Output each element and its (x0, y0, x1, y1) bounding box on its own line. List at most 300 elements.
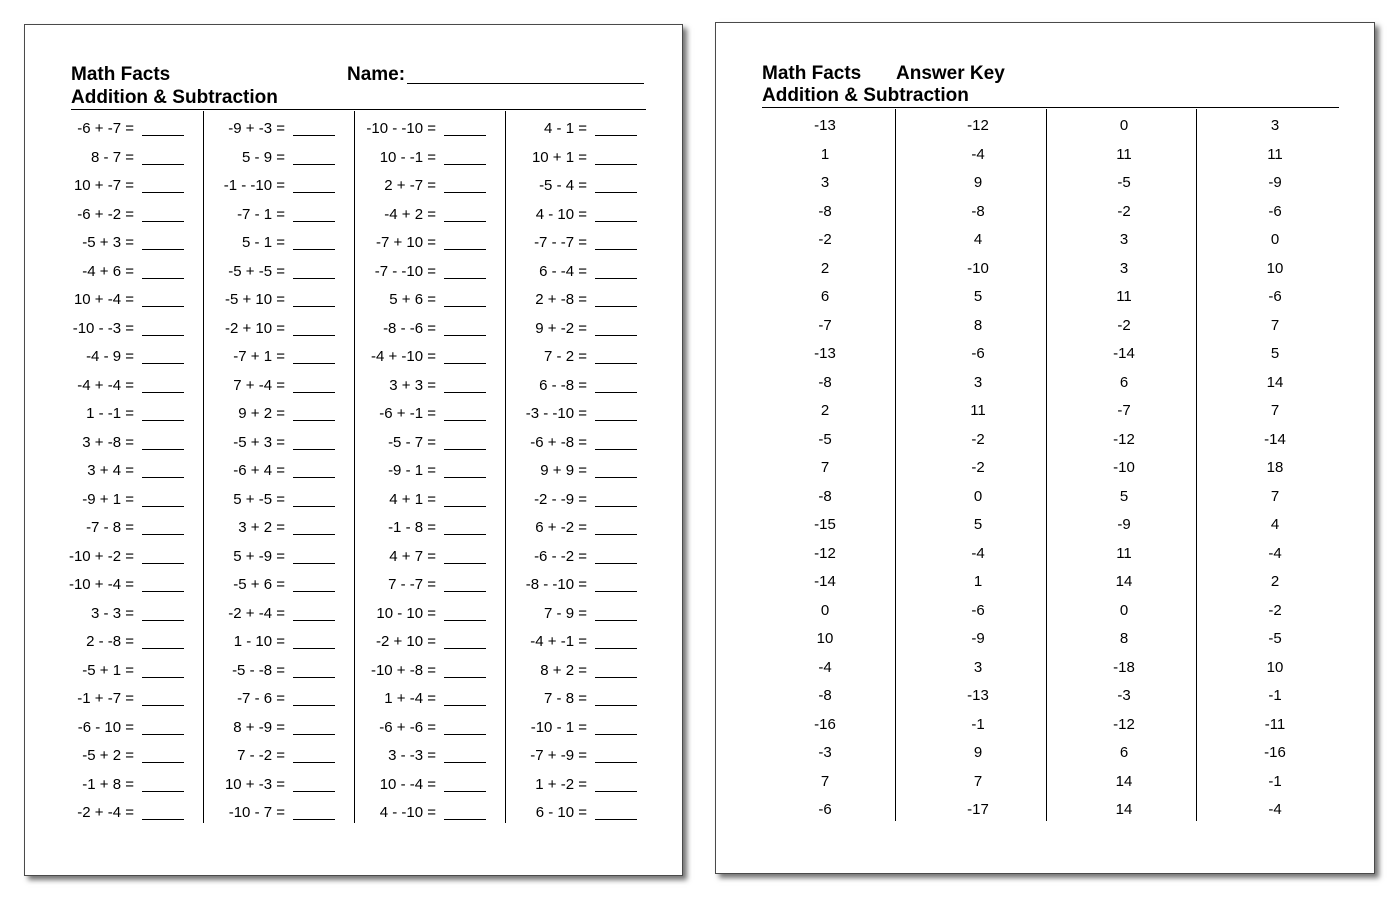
answer-blank[interactable] (293, 306, 335, 307)
answer-value: 3 (1270, 117, 1280, 134)
problem-item (489, 120, 639, 140)
problem-item (338, 177, 488, 197)
answer-blank[interactable] (444, 335, 486, 336)
problem-item (36, 405, 186, 425)
answer-value: 3 (973, 373, 983, 391)
problem-item (489, 662, 639, 682)
answer-blank[interactable] (293, 819, 335, 820)
answer-value: -4 (971, 145, 985, 163)
answer-blank[interactable] (595, 306, 637, 307)
problem-item (338, 348, 488, 368)
answer-blank[interactable] (293, 192, 335, 193)
problem-item (187, 177, 337, 197)
answer-value: 3 (820, 174, 830, 191)
answer-blank[interactable] (142, 392, 184, 393)
answer-blank[interactable] (444, 591, 486, 592)
answer-blank[interactable] (293, 392, 335, 393)
problem-item (187, 434, 337, 454)
answer-value: -3 (1117, 687, 1131, 704)
problem-item (489, 149, 639, 169)
name-line (407, 83, 644, 84)
problem-expression: 7 + -4 = (233, 376, 285, 394)
answer-blank[interactable] (444, 164, 486, 165)
answer-blank[interactable] (444, 734, 486, 735)
answer-blank[interactable] (444, 819, 486, 820)
problem-expression: 1 - -1 = (86, 405, 134, 422)
answer-value: 10 (816, 630, 834, 647)
problem-expression: -1 + 8 = (82, 775, 134, 793)
problem-item (36, 177, 186, 197)
answer-blank[interactable] (142, 363, 184, 364)
problem-expression: 7 - -7 = (388, 576, 436, 593)
answer-blank[interactable] (293, 249, 335, 250)
answer-value: 11 (1267, 145, 1283, 163)
problem-item (489, 348, 639, 368)
answer-value: 2 (820, 402, 830, 419)
answer-blank[interactable] (444, 306, 486, 307)
problem-expression: -5 + 3 = (233, 433, 285, 451)
problem-item (36, 263, 186, 283)
problem-item (338, 234, 488, 254)
answer-blank[interactable] (595, 563, 637, 564)
problem-expression: 9 + -2 = (535, 319, 587, 337)
problem-expression: -7 + 10 = (375, 234, 436, 251)
answer-blank[interactable] (595, 734, 637, 735)
answer-blank[interactable] (444, 477, 486, 478)
answer-blank[interactable] (142, 677, 184, 678)
answer-value: -5 (1117, 174, 1131, 191)
answer-blank[interactable] (595, 363, 637, 364)
problem-expression: -7 + 1 = (233, 348, 285, 365)
problem-item (338, 548, 488, 568)
answer-value: 7 (820, 772, 830, 790)
answer-blank[interactable] (595, 420, 637, 421)
problem-item (187, 576, 337, 596)
answer-blank[interactable] (293, 762, 335, 763)
column-divider (895, 109, 896, 821)
problem-item (489, 263, 639, 283)
answer-blank[interactable] (293, 278, 335, 279)
problem-item (36, 804, 186, 824)
problem-expression: -8 - -6 = (383, 319, 436, 337)
answer-value: 14 (1115, 772, 1133, 790)
problem-expression: 6 - -8 = (539, 376, 587, 394)
problem-item (187, 633, 337, 653)
answer-blank[interactable] (142, 164, 184, 165)
answer-blank[interactable] (444, 534, 486, 535)
problem-item (36, 690, 186, 710)
problem-item (489, 491, 639, 511)
answer-key-subtitle: Addition & Subtraction (762, 85, 969, 106)
problem-item (187, 491, 337, 511)
problem-item (489, 633, 639, 653)
problem-expression: -7 - -10 = (374, 262, 436, 280)
problem-item (187, 263, 337, 283)
answer-blank[interactable] (595, 392, 637, 393)
answer-value: -14 (814, 573, 836, 590)
answer-blank[interactable] (142, 791, 184, 792)
problem-expression: -6 + -7 = (77, 120, 134, 137)
answer-blank[interactable] (142, 192, 184, 193)
problem-expression: -8 - -10 = (525, 576, 587, 593)
problem-item (338, 605, 488, 625)
problem-item (36, 605, 186, 625)
answer-value: 3 (1119, 259, 1129, 277)
problem-item (187, 776, 337, 796)
problem-expression: -1 - 8 = (388, 519, 436, 536)
problem-item (187, 348, 337, 368)
answer-blank[interactable] (595, 506, 637, 507)
answer-value: -6 (971, 601, 985, 619)
answer-blank[interactable] (595, 249, 637, 250)
answer-blank[interactable] (142, 705, 184, 706)
answer-value: 7 (1270, 402, 1280, 419)
answer-value: -13 (814, 345, 836, 362)
problem-expression: 5 + -9 = (233, 547, 285, 565)
answer-blank[interactable] (142, 449, 184, 450)
problem-expression: 4 - 10 = (535, 205, 587, 223)
problem-expression: 10 + -7 = (73, 177, 134, 194)
answer-value: 10 (1266, 259, 1284, 277)
answer-value: 18 (1266, 459, 1284, 476)
problem-expression: 8 + 2 = (540, 661, 587, 679)
answer-value: -10 (967, 259, 989, 277)
problem-item (36, 776, 186, 796)
problem-item (489, 747, 639, 767)
answer-blank[interactable] (142, 591, 184, 592)
answer-blank[interactable] (595, 791, 637, 792)
answer-value: -17 (967, 801, 989, 818)
problem-expression: -9 + -3 = (228, 120, 285, 137)
problem-item (36, 462, 186, 482)
answer-blank[interactable] (293, 506, 335, 507)
problem-expression: -5 - -8 = (232, 661, 285, 679)
answer-blank[interactable] (293, 363, 335, 364)
answer-value: 11 (970, 402, 986, 419)
answer-blank[interactable] (444, 705, 486, 706)
problem-expression: 3 + -8 = (82, 433, 134, 451)
problem-expression: -7 + -9 = (530, 747, 587, 764)
answer-blank[interactable] (595, 620, 637, 621)
answer-blank[interactable] (142, 534, 184, 535)
problem-expression: -5 - 4 = (539, 177, 587, 194)
answer-blank[interactable] (595, 278, 637, 279)
answer-blank[interactable] (595, 677, 637, 678)
answer-value: -9 (1268, 174, 1282, 191)
problem-item (489, 804, 639, 824)
answer-value: -14 (1113, 345, 1135, 362)
problem-expression: 7 - 2 = (544, 348, 587, 365)
answer-value: 4 (973, 231, 983, 248)
problem-expression: -10 - 1 = (530, 718, 587, 736)
answer-value: 5 (973, 516, 983, 533)
answer-value: 3 (1119, 231, 1129, 248)
answer-blank[interactable] (142, 648, 184, 649)
answer-value: -5 (818, 430, 832, 448)
problem-expression: -5 + -5 = (228, 262, 285, 280)
answer-blank[interactable] (595, 477, 637, 478)
answer-value: -7 (818, 316, 832, 334)
problem-item (338, 719, 488, 739)
problem-expression: 4 - 1 = (544, 120, 587, 137)
answer-value: -12 (1113, 715, 1135, 733)
answer-blank[interactable] (142, 278, 184, 279)
answer-value: -13 (814, 117, 836, 134)
answer-value: -15 (814, 516, 836, 533)
answer-value: 5 (1119, 487, 1129, 505)
problem-expression: -1 - -10 = (223, 177, 285, 194)
problem-item (489, 519, 639, 539)
answer-blank[interactable] (293, 335, 335, 336)
answer-blank[interactable] (142, 819, 184, 820)
answer-value: -6 (818, 801, 832, 818)
answer-blank[interactable] (293, 648, 335, 649)
problem-expression: -4 + -4 = (77, 376, 134, 394)
answer-value: 2 (820, 259, 830, 277)
answer-blank[interactable] (595, 762, 637, 763)
answer-value: 0 (1119, 601, 1129, 619)
problem-expression: 10 - 10 = (376, 604, 436, 622)
problem-expression: -2 + 10 = (375, 633, 436, 650)
answer-blank[interactable] (595, 591, 637, 592)
answer-blank[interactable] (293, 449, 335, 450)
problem-item (338, 576, 488, 596)
answer-value: -12 (967, 117, 989, 134)
problem-expression: 4 - -10 = (379, 804, 436, 821)
problem-item (187, 234, 337, 254)
problem-expression: -6 - -2 = (534, 547, 587, 565)
answer-value: 1 (820, 145, 830, 163)
answer-blank[interactable] (293, 164, 335, 165)
answer-value: -2 (818, 231, 832, 248)
problem-expression: 4 + 1 = (389, 490, 436, 508)
problem-expression: -2 - -9 = (534, 490, 587, 508)
answer-value: -11 (1264, 715, 1286, 733)
problem-expression: 7 - -2 = (237, 747, 285, 764)
answer-blank[interactable] (142, 135, 184, 136)
problem-expression: 2 + -8 = (535, 291, 587, 308)
answer-blank[interactable] (444, 506, 486, 507)
problem-expression: 7 - 9 = (544, 604, 587, 622)
problem-item (338, 149, 488, 169)
answer-value: -13 (967, 687, 989, 704)
problem-expression: 2 - -8 = (86, 633, 134, 650)
problem-item (489, 405, 639, 425)
answer-blank[interactable] (142, 306, 184, 307)
answer-value: -4 (1268, 544, 1282, 562)
answer-blank[interactable] (293, 563, 335, 564)
problem-expression: 10 + -4 = (73, 291, 134, 308)
problem-expression: -5 + 10 = (224, 291, 285, 308)
problem-expression: -6 + 4 = (233, 462, 285, 479)
answer-blank[interactable] (444, 192, 486, 193)
answer-value: -9 (971, 630, 985, 647)
problem-item (187, 804, 337, 824)
answer-value: 7 (820, 459, 830, 476)
answer-value: -1 (971, 715, 985, 733)
problem-item (338, 291, 488, 311)
answer-blank[interactable] (444, 392, 486, 393)
answer-value: -12 (1113, 430, 1135, 448)
answer-blank[interactable] (444, 420, 486, 421)
answer-blank[interactable] (444, 563, 486, 564)
answer-blank[interactable] (293, 534, 335, 535)
problem-item (489, 690, 639, 710)
answer-value: 0 (1270, 231, 1280, 248)
answer-blank[interactable] (444, 762, 486, 763)
answer-blank[interactable] (142, 563, 184, 564)
problem-item (338, 377, 488, 397)
answer-blank[interactable] (142, 249, 184, 250)
answer-value: -14 (1264, 430, 1286, 448)
answer-blank[interactable] (595, 705, 637, 706)
answer-value: -5 (1268, 630, 1282, 647)
problem-item (36, 377, 186, 397)
problem-item (36, 519, 186, 539)
problem-expression: 3 + 3 = (389, 376, 436, 394)
problem-item (338, 519, 488, 539)
problem-expression: 7 - 8 = (544, 690, 587, 707)
problem-item (187, 462, 337, 482)
answer-blank[interactable] (444, 648, 486, 649)
answer-value: 8 (973, 316, 983, 334)
problem-item (489, 605, 639, 625)
problem-expression: -6 + -8 = (530, 433, 587, 451)
answer-blank[interactable] (293, 591, 335, 592)
answer-value: -8 (971, 202, 985, 220)
problem-expression: -7 - 6 = (237, 690, 285, 707)
answer-value: -1 (1268, 687, 1282, 704)
answer-blank[interactable] (595, 449, 637, 450)
problem-expression: 1 + -2 = (535, 775, 587, 793)
problem-expression: -2 + 10 = (224, 319, 285, 337)
problem-item (489, 320, 639, 340)
answer-value: 2 (1270, 573, 1280, 590)
answer-value: -6 (1268, 288, 1282, 305)
answer-value: 6 (1119, 373, 1129, 391)
answer-blank[interactable] (444, 363, 486, 364)
answer-blank[interactable] (293, 705, 335, 706)
answer-blank[interactable] (444, 221, 486, 222)
problem-item (489, 206, 639, 226)
problem-expression: 6 - 10 = (535, 804, 587, 821)
answer-value: -4 (971, 544, 985, 562)
problem-item (187, 320, 337, 340)
answer-blank[interactable] (293, 135, 335, 136)
problem-expression: 5 - 1 = (242, 234, 285, 251)
problem-item (489, 377, 639, 397)
problem-item (338, 804, 488, 824)
answer-blank[interactable] (293, 477, 335, 478)
problem-item (338, 690, 488, 710)
problem-item (187, 206, 337, 226)
problem-expression: -2 + -4 = (77, 804, 134, 821)
problem-expression: -2 + -4 = (228, 604, 285, 622)
answer-blank[interactable] (142, 335, 184, 336)
answer-value: 1 (973, 573, 983, 590)
problem-item (338, 491, 488, 511)
answer-blank[interactable] (142, 506, 184, 507)
answer-value: -8 (818, 487, 832, 505)
problem-item (338, 320, 488, 340)
problem-expression: -5 - 7 = (388, 433, 436, 451)
answer-value: 6 (820, 288, 830, 305)
answer-blank[interactable] (444, 791, 486, 792)
answer-blank[interactable] (293, 221, 335, 222)
answer-blank[interactable] (142, 420, 184, 421)
answer-blank[interactable] (595, 221, 637, 222)
answer-blank[interactable] (595, 648, 637, 649)
answer-blank[interactable] (444, 620, 486, 621)
answer-value: 0 (973, 487, 983, 505)
problem-item (489, 719, 639, 739)
problem-item (187, 405, 337, 425)
problem-expression: 9 + 9 = (540, 462, 587, 479)
problem-item (36, 291, 186, 311)
answer-key-page (715, 22, 1375, 874)
answer-value: 14 (1266, 373, 1284, 391)
problem-expression: 8 + -9 = (233, 718, 285, 736)
problem-expression: -10 - -10 = (366, 120, 436, 137)
answer-blank[interactable] (444, 135, 486, 136)
answer-blank[interactable] (293, 734, 335, 735)
answer-value: 0 (820, 601, 830, 619)
answer-blank[interactable] (293, 677, 335, 678)
answer-value: -16 (814, 715, 836, 733)
problem-expression: -6 - 10 = (77, 718, 134, 736)
answer-blank[interactable] (142, 221, 184, 222)
problem-item (187, 377, 337, 397)
problem-expression: -6 + -1 = (379, 405, 436, 422)
answer-blank[interactable] (293, 620, 335, 621)
answer-value: 7 (1270, 316, 1280, 334)
answer-blank[interactable] (293, 791, 335, 792)
answer-value: 10 (1266, 658, 1284, 676)
answer-key-title: Math Facts (762, 63, 862, 84)
answer-blank[interactable] (444, 449, 486, 450)
answer-blank[interactable] (595, 534, 637, 535)
answer-value: -8 (818, 373, 832, 391)
problem-expression: -4 + 6 = (82, 262, 134, 280)
answer-blank[interactable] (444, 677, 486, 678)
problem-expression: 4 + 7 = (389, 547, 436, 565)
problem-expression: -4 + 2 = (384, 205, 436, 223)
answer-blank[interactable] (595, 135, 637, 136)
problem-expression: 9 + 2 = (238, 405, 285, 422)
answer-blank[interactable] (142, 762, 184, 763)
problem-item (489, 576, 639, 596)
problem-item (338, 405, 488, 425)
answer-blank[interactable] (142, 620, 184, 621)
problem-expression: 3 + 2 = (238, 519, 285, 536)
problem-expression: -4 + -1 = (530, 633, 587, 650)
problem-item (338, 747, 488, 767)
answer-blank[interactable] (142, 477, 184, 478)
answer-blank[interactable] (142, 734, 184, 735)
answer-blank[interactable] (595, 819, 637, 820)
answer-blank[interactable] (595, 192, 637, 193)
answer-value: -8 (818, 202, 832, 220)
answer-blank[interactable] (444, 249, 486, 250)
answer-blank[interactable] (595, 164, 637, 165)
answer-blank[interactable] (444, 278, 486, 279)
problem-expression: -10 - -3 = (72, 319, 134, 337)
problem-expression: -7 - 1 = (237, 205, 285, 223)
problem-expression: 10 + 1 = (531, 148, 587, 166)
answer-blank[interactable] (293, 420, 335, 421)
answer-blank[interactable] (595, 335, 637, 336)
answer-value: 11 (1116, 145, 1132, 163)
